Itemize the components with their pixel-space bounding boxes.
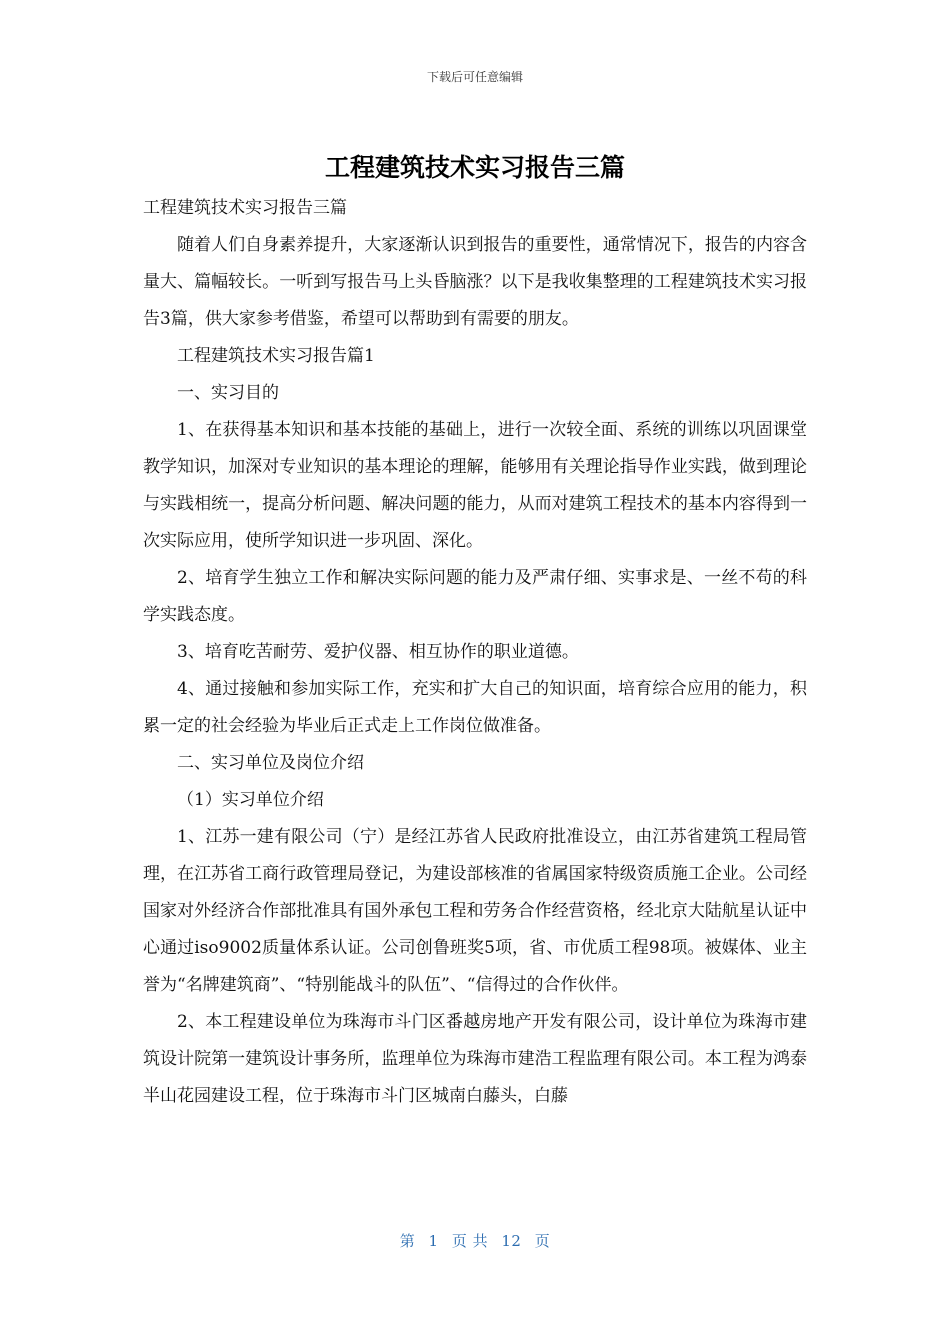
header-note: 下载后可任意编辑 <box>426 70 523 84</box>
intro-paragraph: 随着人们自身素养提升，大家逐渐认识到报告的重要性，通常情况下，报告的内容含量大、篇幅较长。一听到写报告马上头昏脑涨？以下是我收集整理的工程建筑技术实习报告3篇，供大家参考借鉴，希望可以帮助到有需要的朋友。 <box>143 235 807 329</box>
subsection-heading-unit-intro: （1）实习单位介绍 <box>177 790 324 810</box>
purpose-item-2: 2、培育学生独立工作和解决实际问题的能力及严肃仔细、实事求是、一丝不苟的科学实践态度。 <box>143 568 807 625</box>
document-title: 工程建筑技术实习报告三篇 <box>324 153 625 182</box>
unit-paragraph-1: 1、江苏一建有限公司（宁）是经江苏省人民政府批准设立，由江苏省建筑工程局管理，在江苏省工商行政管理局登记，为建设部核准的省属国家特级资质施工企业。公司经国家对外经济合作部批准具有国外承包工程和劳务合作经营资格，经北京大陆航星认证中心通过iso9002质量体系认证。公司创鲁班奖5项，省、市优质工程98项。被媒体、业主誉为“名牌建筑商”、“特别能战斗的队伍”、“信得过的合作伙伴。 <box>143 827 807 995</box>
footer-total-pages: 12 <box>501 1232 522 1250</box>
footer-page-word: 第 <box>399 1232 416 1250</box>
section-heading-purpose: 一、实习目的 <box>177 383 279 403</box>
page-footer <box>0 1230 950 1251</box>
doc-subtitle: 工程建筑技术实习报告三篇 <box>143 198 347 218</box>
footer-end-word: 页 <box>534 1232 551 1250</box>
document-body <box>143 190 807 1115</box>
section-heading-unit: 二、实习单位及岗位介绍 <box>177 753 364 773</box>
purpose-item-3: 3、培育吃苦耐劳、爱护仪器、相互协作的职业道德。 <box>177 642 579 662</box>
purpose-item-1: 1、在获得基本知识和基本技能的基础上，进行一次较全面、系统的训练以巩固课堂教学知识，加深对专业知识的基本理论的理解，能够用有关理论指导作业实践，做到理论与实践相统一，提高分析问题、解决问题的能力，从而对建筑工程技术的基本内容得到一次实际应用，使所学知识进一步巩固、深化。 <box>143 420 807 551</box>
unit-paragraph-2: 2、本工程建设单位为珠海市斗门区番越房地产开发有限公司，设计单位为珠海市建筑设计院第一建筑设计事务所，监理单位为珠海市建浩工程监理有限公司。本工程为鸿泰半山花园建设工程，位于珠海市斗门区城南白藤头，白藤 <box>143 1012 807 1106</box>
footer-current-page: 1 <box>428 1232 439 1250</box>
footer-total-word: 页 共 <box>451 1232 489 1250</box>
section-heading-report-1: 工程建筑技术实习报告篇1 <box>177 346 375 366</box>
purpose-item-4: 4、通过接触和参加实际工作，充实和扩大自己的知识面，培育综合应用的能力，积累一定的社会经验为毕业后正式走上工作岗位做准备。 <box>143 679 807 736</box>
